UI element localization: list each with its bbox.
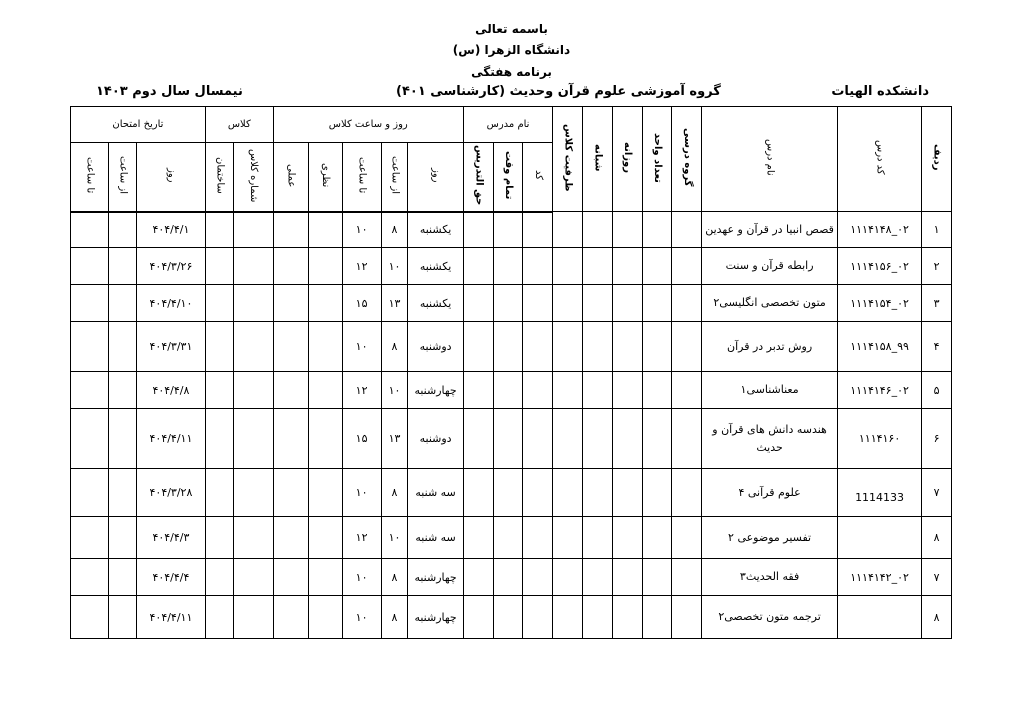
col-exam-from: از ساعت: [109, 143, 137, 212]
exam-date: ۴۰۴/۳/۲۶: [137, 248, 206, 285]
class-day: چهارشنبه: [408, 559, 464, 596]
capacity-cell: [553, 469, 583, 517]
daily-cell: [612, 559, 642, 596]
theory-cell: [308, 372, 342, 409]
daily-cell: [612, 409, 642, 469]
university-name: دانشگاه الزهرا (س): [452, 43, 571, 57]
col-exam-day: روز: [137, 143, 206, 212]
class-from-hour: ۸: [381, 596, 408, 639]
exam-to-cell: [71, 409, 109, 469]
department-group: گروه آموزشی علوم قرآن وحدیث (کارشناسی ۴۰۱): [396, 84, 721, 99]
units-cell: [642, 559, 672, 596]
col-theory: نظری: [308, 143, 342, 212]
practical-cell: [273, 248, 308, 285]
evening-cell: [583, 559, 613, 596]
capacity-cell: [553, 372, 583, 409]
hourly-cell: [463, 559, 493, 596]
schedule-rows: [71, 212, 952, 639]
course-group-cell: [672, 212, 702, 248]
exam-date: ۴۰۴/۴/۱۱: [137, 596, 206, 639]
col-capacity: ظرفیت کلاس: [553, 107, 583, 212]
exam-date: ۴۰۴/۴/۱۰: [137, 285, 206, 322]
faculty-name: دانشکده الهیات: [831, 84, 929, 99]
class-from-hour: ۱۳: [381, 285, 408, 322]
exam-to-cell: [71, 469, 109, 517]
exam-from-cell: [109, 517, 137, 559]
units-cell: [642, 372, 672, 409]
table-row: [71, 212, 952, 248]
building-cell: [205, 212, 233, 248]
exam-to-cell: [71, 517, 109, 559]
units-cell: [642, 469, 672, 517]
col-building: ساختمان: [205, 143, 233, 212]
row-number: ۷: [922, 469, 952, 517]
hourly-cell: [463, 212, 493, 248]
col-course-group: گروه درسی: [672, 107, 702, 212]
hourly-cell: [463, 596, 493, 639]
table-row: [71, 372, 952, 409]
exam-to-cell: [71, 285, 109, 322]
building-cell: [205, 469, 233, 517]
col-exam-to: تا ساعت: [71, 143, 109, 212]
course-code: ۱۱۱۴۱۶۰: [837, 409, 921, 469]
exam-to-cell: [71, 559, 109, 596]
full-time-cell: [493, 285, 523, 322]
exam-from-cell: [109, 285, 137, 322]
course-group-cell: [672, 596, 702, 639]
row-number: ۷: [922, 559, 952, 596]
evening-cell: [583, 285, 613, 322]
practical-cell: [273, 372, 308, 409]
capacity-cell: [553, 212, 583, 248]
instructor-code-cell: [523, 559, 553, 596]
course-name: معناشناسی۱: [702, 372, 838, 409]
theory-cell: [308, 409, 342, 469]
building-cell: [205, 596, 233, 639]
daily-cell: [612, 212, 642, 248]
course-name: ترجمه متون تخصصی۲: [702, 596, 838, 639]
class-day: سه شنبه: [408, 469, 464, 517]
evening-cell: [583, 212, 613, 248]
daily-cell: [612, 322, 642, 372]
practical-cell: [273, 322, 308, 372]
exam-date: ۴۰۴/۳/۳۱: [137, 322, 206, 372]
course-code: ۹۹_۱۱۱۴۱۵۸: [837, 322, 921, 372]
course-code: ۰۲_۱۱۱۴۱۵۶: [837, 248, 921, 285]
col-units: تعداد واحد: [642, 107, 672, 212]
instructor-code-cell: [523, 248, 553, 285]
exam-date: ۴۰۴/۳/۲۸: [137, 469, 206, 517]
course-name: تفسیر موضوعی ۲: [702, 517, 838, 559]
class-to-hour: ۱۰: [342, 212, 381, 248]
room-no-cell: [233, 596, 273, 639]
col-evening: شبانه: [583, 107, 613, 212]
course-name: فقه الحدیث۳: [702, 559, 838, 596]
exam-date: ۴۰۴/۴/۱: [137, 212, 206, 248]
class-to-hour: ۱۲: [342, 248, 381, 285]
evening-cell: [583, 517, 613, 559]
building-cell: [205, 559, 233, 596]
course-group-cell: [672, 322, 702, 372]
room-no-cell: [233, 559, 273, 596]
row-number: ۴: [922, 322, 952, 372]
course-code: ۰۲_۱۱۱۴۱۴۶: [837, 372, 921, 409]
practical-cell: [273, 517, 308, 559]
theory-cell: [308, 469, 342, 517]
instructor-code-cell: [523, 322, 553, 372]
col-practical: عملی: [273, 143, 308, 212]
col-instructor: نام مدرس: [463, 107, 552, 143]
units-cell: [642, 322, 672, 372]
exam-from-cell: [109, 248, 137, 285]
units-cell: [642, 285, 672, 322]
instructor-code-cell: [523, 212, 553, 248]
capacity-cell: [553, 322, 583, 372]
class-to-hour: ۱۰: [342, 596, 381, 639]
exam-to-cell: [71, 372, 109, 409]
practical-cell: [273, 212, 308, 248]
exam-from-cell: [109, 469, 137, 517]
col-to-hour: تا ساعت: [342, 143, 381, 212]
full-time-cell: [493, 372, 523, 409]
row-number: ۶: [922, 409, 952, 469]
schedule-title: برنامه هفتگی: [471, 65, 552, 79]
class-to-hour: ۱۰: [342, 559, 381, 596]
capacity-cell: [553, 248, 583, 285]
table-row: [71, 596, 952, 639]
full-time-cell: [493, 559, 523, 596]
practical-cell: [273, 285, 308, 322]
hourly-cell: [463, 322, 493, 372]
class-from-hour: ۸: [381, 559, 408, 596]
col-course-name: نام درس: [702, 107, 838, 212]
course-group-cell: [672, 559, 702, 596]
class-day: دوشنبه: [408, 322, 464, 372]
class-from-hour: ۱۰: [381, 372, 408, 409]
theory-cell: [308, 517, 342, 559]
hourly-cell: [463, 248, 493, 285]
units-cell: [642, 596, 672, 639]
class-day: سه شنبه: [408, 517, 464, 559]
col-full-time: تمام وقت: [493, 143, 523, 212]
class-to-hour: ۱۰: [342, 469, 381, 517]
room-no-cell: [233, 372, 273, 409]
col-room-no: شماره کلاس: [233, 143, 273, 212]
row-number: ۸: [922, 517, 952, 559]
class-from-hour: ۱۳: [381, 409, 408, 469]
exam-from-cell: [109, 596, 137, 639]
capacity-cell: [553, 517, 583, 559]
class-day: چهارشنبه: [408, 596, 464, 639]
course-name: رابطه قرآن و سنت: [702, 248, 838, 285]
class-to-hour: ۱۵: [342, 285, 381, 322]
class-day: چهارشنبه: [408, 372, 464, 409]
theory-cell: [308, 559, 342, 596]
row-number: ۸: [922, 596, 952, 639]
hourly-cell: [463, 517, 493, 559]
col-instructor-code: کد: [523, 143, 553, 212]
exam-from-cell: [109, 372, 137, 409]
building-cell: [205, 409, 233, 469]
practical-cell: [273, 559, 308, 596]
room-no-cell: [233, 469, 273, 517]
instructor-code-cell: [523, 469, 553, 517]
table-row: [71, 559, 952, 596]
room-no-cell: [233, 409, 273, 469]
practical-cell: [273, 409, 308, 469]
header-bismillah: باسمه تعالی: [475, 22, 548, 36]
course-group-cell: [672, 517, 702, 559]
col-classroom: کلاس: [205, 107, 273, 143]
units-cell: [642, 248, 672, 285]
course-code: ۰۲_۱۱۱۴۱۴۸: [837, 212, 921, 248]
course-name: هندسه دانش های قرآن و حدیث: [702, 409, 838, 469]
course-code: [837, 517, 921, 559]
room-no-cell: [233, 322, 273, 372]
row-number: ۲: [922, 248, 952, 285]
theory-cell: [308, 322, 342, 372]
course-name: قصص انبیا در قرآن و عهدین: [702, 212, 838, 248]
daily-cell: [612, 372, 642, 409]
room-no-cell: [233, 517, 273, 559]
class-from-hour: ۸: [381, 322, 408, 372]
building-cell: [205, 372, 233, 409]
exam-to-cell: [71, 248, 109, 285]
building-cell: [205, 285, 233, 322]
col-schedule: روز و ساعت کلاس: [273, 107, 463, 143]
exam-from-cell: [109, 559, 137, 596]
col-row-num: ردیف: [922, 107, 952, 212]
practical-cell: [273, 469, 308, 517]
instructor-code-cell: [523, 517, 553, 559]
hourly-cell: [463, 285, 493, 322]
practical-cell: [273, 596, 308, 639]
class-to-hour: ۱۰: [342, 322, 381, 372]
full-time-cell: [493, 248, 523, 285]
exam-to-cell: [71, 322, 109, 372]
exam-date: ۴۰۴/۴/۱۱: [137, 409, 206, 469]
exam-from-cell: [109, 322, 137, 372]
class-day: دوشنبه: [408, 409, 464, 469]
evening-cell: [583, 409, 613, 469]
exam-date: ۴۰۴/۴/۴: [137, 559, 206, 596]
course-name: روش تدبر در قرآن: [702, 322, 838, 372]
exam-from-cell: [109, 212, 137, 248]
evening-cell: [583, 248, 613, 285]
instructor-code-cell: [523, 409, 553, 469]
evening-cell: [583, 322, 613, 372]
term-label: نیمسال سال دوم ۱۴۰۳: [96, 84, 243, 99]
table-row: [71, 517, 952, 559]
units-cell: [642, 212, 672, 248]
class-from-hour: ۸: [381, 212, 408, 248]
units-cell: [642, 409, 672, 469]
table-row: [71, 409, 952, 469]
table-row: [71, 469, 952, 517]
instructor-code-cell: [523, 372, 553, 409]
building-cell: [205, 248, 233, 285]
evening-cell: [583, 372, 613, 409]
theory-cell: [308, 596, 342, 639]
full-time-cell: [493, 212, 523, 248]
theory-cell: [308, 248, 342, 285]
col-hourly: حق التدریس: [463, 143, 493, 212]
full-time-cell: [493, 409, 523, 469]
course-group-cell: [672, 248, 702, 285]
class-to-hour: ۱۲: [342, 517, 381, 559]
daily-cell: [612, 517, 642, 559]
col-day: روز: [408, 143, 464, 212]
capacity-cell: [553, 285, 583, 322]
class-to-hour: ۱۵: [342, 409, 381, 469]
col-daily: روزانه: [612, 107, 642, 212]
hourly-cell: [463, 469, 493, 517]
course-code: ۰۲_۱۱۱۴۱۵۴: [837, 285, 921, 322]
row-number: ۳: [922, 285, 952, 322]
course-code: 1114133: [837, 469, 921, 517]
class-day: یکشنبه: [408, 248, 464, 285]
exam-from-cell: [109, 409, 137, 469]
evening-cell: [583, 469, 613, 517]
course-name: متون تخصصی انگلیسی۲: [702, 285, 838, 322]
room-no-cell: [233, 212, 273, 248]
class-from-hour: ۱۰: [381, 248, 408, 285]
room-no-cell: [233, 248, 273, 285]
evening-cell: [583, 596, 613, 639]
course-group-cell: [672, 469, 702, 517]
course-code: [837, 596, 921, 639]
row-number: ۱: [922, 212, 952, 248]
course-code: ۰۲_۱۱۱۴۱۴۲: [837, 559, 921, 596]
course-group-cell: [672, 372, 702, 409]
hourly-cell: [463, 372, 493, 409]
theory-cell: [308, 212, 342, 248]
schedule-table: [70, 106, 952, 639]
hourly-cell: [463, 409, 493, 469]
exam-to-cell: [71, 212, 109, 248]
table-row: [71, 322, 952, 372]
table-row: [71, 285, 952, 322]
col-from-hour: از ساعت: [381, 143, 408, 212]
full-time-cell: [493, 322, 523, 372]
class-day: یکشنبه: [408, 285, 464, 322]
col-exam: تاریخ امتحان: [71, 107, 206, 143]
instructor-code-cell: [523, 285, 553, 322]
exam-date: ۴۰۴/۴/۸: [137, 372, 206, 409]
col-course-code: کد درس: [837, 107, 921, 212]
table-row: [71, 248, 952, 285]
class-from-hour: ۸: [381, 469, 408, 517]
full-time-cell: [493, 596, 523, 639]
class-day: یکشنبه: [408, 212, 464, 248]
class-from-hour: ۱۰: [381, 517, 408, 559]
exam-date: ۴۰۴/۴/۳: [137, 517, 206, 559]
building-cell: [205, 322, 233, 372]
instructor-code-cell: [523, 596, 553, 639]
row-number: ۵: [922, 372, 952, 409]
full-time-cell: [493, 469, 523, 517]
course-group-cell: [672, 285, 702, 322]
room-no-cell: [233, 285, 273, 322]
theory-cell: [308, 285, 342, 322]
building-cell: [205, 517, 233, 559]
course-name: علوم قرآنی ۴: [702, 469, 838, 517]
daily-cell: [612, 596, 642, 639]
capacity-cell: [553, 559, 583, 596]
daily-cell: [612, 469, 642, 517]
full-time-cell: [493, 517, 523, 559]
class-to-hour: ۱۲: [342, 372, 381, 409]
daily-cell: [612, 285, 642, 322]
units-cell: [642, 517, 672, 559]
exam-to-cell: [71, 596, 109, 639]
course-group-cell: [672, 409, 702, 469]
capacity-cell: [553, 596, 583, 639]
capacity-cell: [553, 409, 583, 469]
daily-cell: [612, 248, 642, 285]
